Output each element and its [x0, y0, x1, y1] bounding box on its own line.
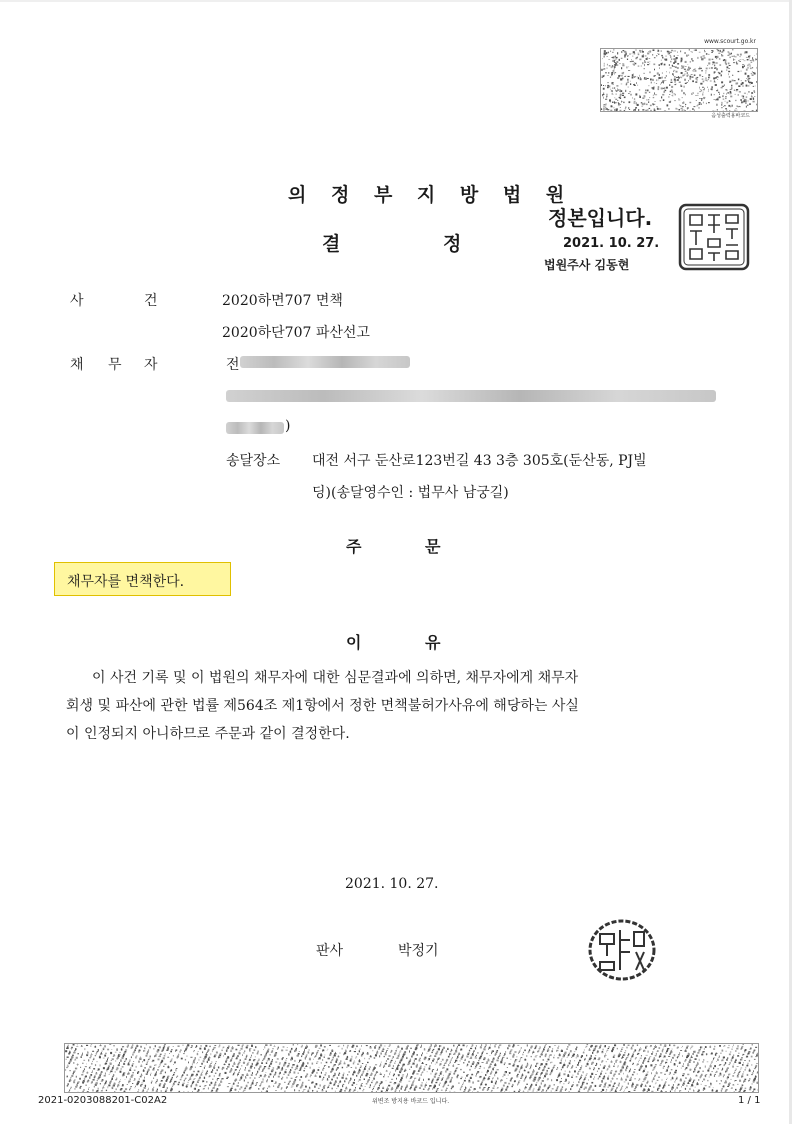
delivery-address-2: 딩)(송달영수인 : 법무사 남궁길) — [312, 485, 509, 501]
case-number-bankruptcy: 2020하단707 파산선고 — [222, 325, 370, 341]
anti-forgery-barcode-icon — [64, 1043, 759, 1093]
case-label-1: 사 — [70, 293, 84, 309]
decision-date: 2021. 10. 27. — [345, 876, 439, 892]
order-text: 채무자를 면책한다. — [67, 574, 185, 590]
barcode-url: www.scourt.go.kr — [704, 38, 756, 45]
reason-line-2: 회생 및 파산에 관한 법률 제564조 제1항에서 정한 면책불허가사유에 해당하는 사실 — [66, 698, 579, 714]
debtor-name-initial: 전 — [226, 357, 240, 373]
reason-line-1: 이 사건 기록 및 이 법원의 채무자에 대한 심문결과에 의하면, 채무자에게 채무자 — [92, 670, 579, 686]
judge-name: 박정기 — [398, 943, 439, 959]
redacted-debtor-name — [240, 356, 410, 368]
delivery-label: 송달장소 — [226, 453, 281, 469]
voice-barcode — [600, 38, 756, 120]
order-highlight — [54, 562, 231, 596]
doc-title-part1: 결 — [322, 233, 341, 255]
court-seal-icon — [678, 203, 750, 271]
reason-heading-1: 이 — [346, 633, 362, 652]
certification-text: 정본입니다. — [548, 206, 653, 230]
judge-label: 판사 — [316, 943, 344, 959]
address-closing: ) — [285, 418, 291, 434]
certification-clerk: 법원주사 김동현 — [544, 258, 630, 272]
judge-seal-icon — [586, 918, 658, 982]
court-name: 의 정 부 지 방 법 원 — [288, 184, 574, 206]
debtor-label-2: 무 — [108, 357, 122, 373]
reason-heading-2: 유 — [425, 633, 441, 652]
certification-date: 2021. 10. 27. — [563, 236, 660, 251]
redacted-address-line — [226, 390, 716, 402]
barcode-caption: 음성출력용바코드 — [711, 113, 750, 119]
case-label-2: 건 — [144, 293, 158, 309]
footer-barcode-note: 위변조 방지용 바코드 입니다. — [372, 1098, 450, 1105]
footer-doc-code: 2021-0203088201-C02A2 — [38, 1095, 168, 1106]
doc-title-part2: 정 — [443, 233, 462, 255]
redacted-address-tail — [226, 422, 284, 434]
delivery-address-1: 대전 서구 둔산로123번길 43 3층 305호(둔산동, PJ빌 — [312, 453, 647, 469]
barcode-top-icon — [600, 48, 758, 112]
order-heading-2: 문 — [425, 537, 441, 556]
case-number-exemption: 2020하면707 면책 — [222, 293, 343, 309]
reason-line-3: 이 인정되지 아니하므로 주문과 같이 결정한다. — [66, 726, 350, 742]
page-edge-top — [0, 0, 792, 2]
footer-page-number: 1 / 1 — [738, 1095, 761, 1106]
debtor-label-3: 자 — [144, 357, 158, 373]
reason-body — [68, 664, 718, 748]
debtor-label-1: 채 — [70, 357, 84, 373]
order-heading-1: 주 — [346, 537, 362, 556]
